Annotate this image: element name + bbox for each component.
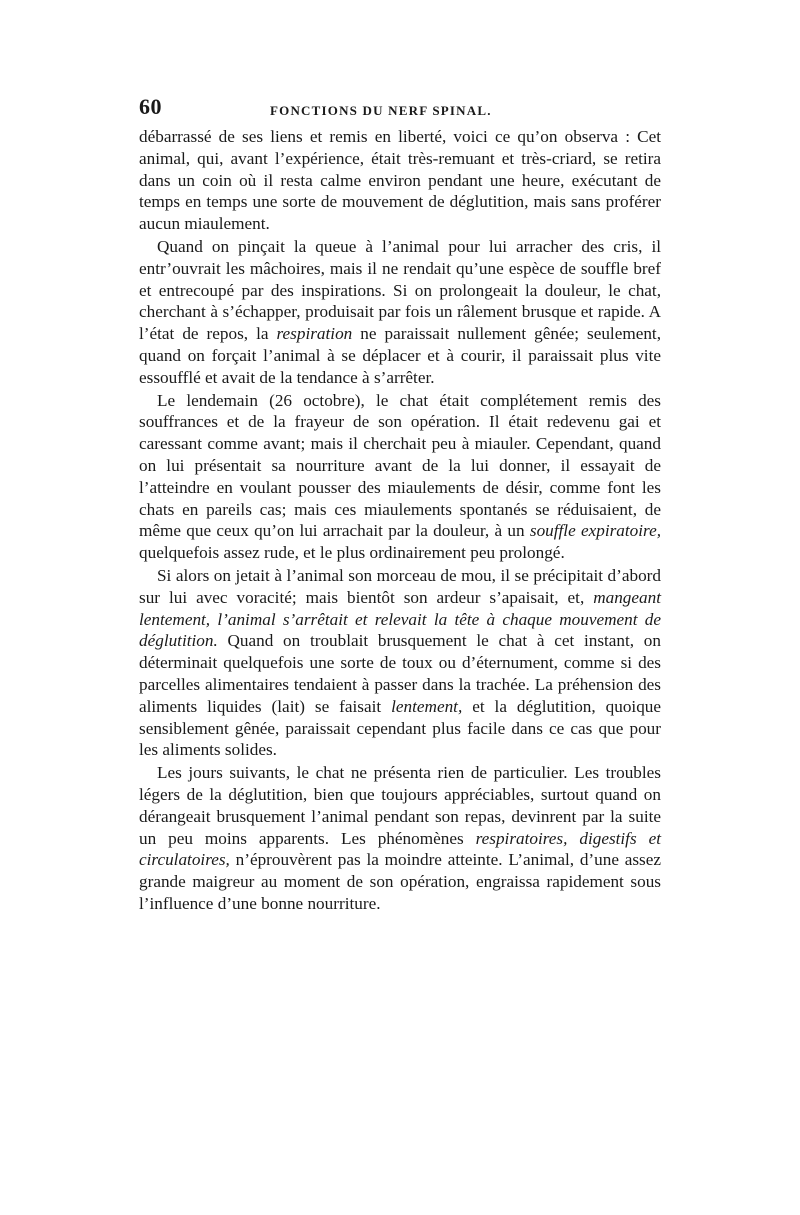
paragraph-4-italic-b: mangeant lentement, l’animal s’arrêtait et relevait la tête à chaque mouvement de déglutition. — [139, 587, 661, 651]
paragraph-5-text-a: Les jours suivants, le chat ne présenta rien de particulier. Les troubles légers de la déglutition, bien que toujours appréciables, surtout quand on dérangeait brusquement l’animal pendant son repas, devinrent par la suite un peu moins apparents. Les phénomènes — [139, 763, 661, 848]
running-head — [139, 94, 661, 124]
paragraph-2-text-c: ne paraissait nullement gênée; seulement, quand on forçait l’animal à se déplacer et à courir, il paraissait plus vite essoufflé et avait de la tendance à s’arrêter. — [139, 324, 661, 387]
paragraph-5 — [139, 762, 661, 915]
paragraph-4 — [139, 565, 661, 761]
paragraph-2-text-a: Quand on pinçait la queue à l’animal pour lui arracher des cris, il entr’ouvrait les mâchoires, mais il ne rendait qu’une espèce de souffle bref et entrecoupé par des inspirations. Si on prolongeait la douleur, le chat, cherchant à s’échapper, produisait par fois un râlement brusque et rapide. A l’état de repos, la — [139, 236, 661, 344]
body-text — [139, 126, 661, 915]
paragraph-3 — [139, 390, 661, 564]
page-number: 60 — [139, 94, 162, 119]
paragraph-4-italic-d: lentement, — [391, 696, 463, 716]
paragraph-1 — [139, 126, 661, 235]
paragraph-2 — [139, 236, 661, 389]
running-title: FONCTIONS DU NERF SPINAL. — [270, 103, 492, 118]
paragraph-5-italic: respiratoires, digestifs et circulatoires, — [139, 828, 661, 870]
paragraph-4-text-c: Quand on troublait brusquement le chat à cet instant, on déterminait quelquefois une sorte de toux ou d’éternument, comme si des parcelles alimentaires tendaient à passer dans la trachée. La préhension des aliments liquides (lait) se faisait — [139, 631, 661, 716]
paragraph-3-text-c: quelquefois assez rude, et le plus ordinairement peu prolongé. — [139, 543, 565, 563]
paragraph-2-italic: respiration — [276, 324, 353, 344]
book-page — [139, 94, 661, 915]
paragraph-3-text-a: Le lendemain (26 octobre), le chat était complétement remis des souffrances et de la frayeur de son opération. Il était redevenu gai et caressant comme avant; mais il cherchait peu à miauler. Cependant, quand on lui présentait sa nourriture avant de la lui donner, il essayait de l’atteindre en voulant pousser des miaulements de désir, comme font les chats en pareils cas; mais ces miaulements spontanés se réduisaient, de même que ceux qu’on lui arrachait par la douleur, à un — [139, 390, 661, 541]
paragraph-4-text-e: et la déglutition, quoique sensiblement gênée, paraissait cependant plus facile dans ce cas que pour les aliments solides. — [139, 696, 662, 760]
paragraph-4-text-a: Si alors on jetait à l’animal son morceau de mou, il se précipitait d’abord sur lui avec voracité; mais bientôt son ardeur s’apaisait, et, — [139, 565, 661, 607]
paragraph-5-text-c: n’éprouvèrent pas la moindre atteinte. L’animal, d’une assez grande maigreur au moment de son opération, engraissa rapidement sous l’influence d’une bonne nourriture. — [139, 850, 661, 913]
paragraph-3-italic: souffle expiratoire, — [529, 521, 662, 541]
paragraph-1-text: débarrassé de ses liens et remis en liberté, voici ce qu’on observa : Cet animal, qui, avant l’expérience, était très-remuant et très-criard, se retira dans un coin où il resta calme environ pendant une heure, exécutant de temps en temps une sorte de mouvement de déglutition, mais sans proférer aucun miaulement. — [139, 127, 661, 234]
